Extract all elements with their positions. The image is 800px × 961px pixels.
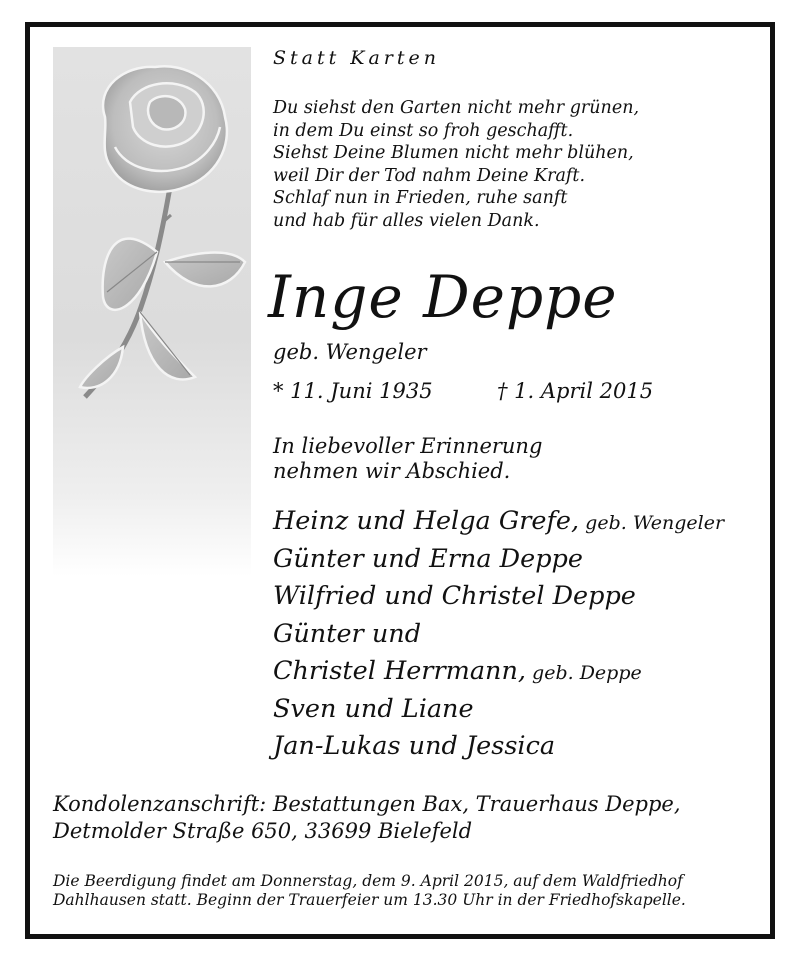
- maiden-name: geb. Wengeler: [273, 340, 427, 364]
- remembrance-line: nehmen wir Abschied.: [273, 459, 511, 483]
- birth-date: * 11. Juni 1935: [273, 379, 433, 403]
- mourner-note: geb. Wengeler: [579, 512, 725, 534]
- mourner-entry: [273, 691, 724, 729]
- mourner-name: Heinz und Helga Grefe,: [273, 506, 580, 536]
- death-date: † 1. April 2015: [497, 379, 654, 403]
- mourner-name: Sven und Liane: [273, 693, 474, 724]
- rose-illustration: [45, 47, 255, 407]
- mourners-list: [273, 503, 724, 766]
- remembrance-line: In liebevoller Erinnerung: [273, 434, 543, 458]
- poem-line: und hab für alles vielen Dank.: [273, 210, 540, 231]
- poem-line: Du siehst den Garten nicht mehr grünen,: [273, 98, 640, 118]
- deceased-name: Inge Deppe: [268, 263, 618, 331]
- obituary-card: [25, 22, 775, 939]
- mourner-entry: [273, 541, 724, 579]
- mourner-note: geb. Deppe: [526, 662, 642, 684]
- poem: [273, 97, 639, 232]
- mourner-entry: [273, 578, 724, 616]
- mourner-entry: [273, 616, 724, 654]
- mourner-entry: [273, 503, 724, 541]
- mourner-name: Jan-Lukas und Jessica: [273, 731, 556, 761]
- mourner-entry: [273, 728, 724, 766]
- funeral-line: Dahlhausen statt. Beginn der Trauerfeier um 13.30 Uhr in der Friedhofskapelle.: [53, 891, 686, 909]
- mourner-name: Günter und Erna Deppe: [273, 543, 583, 574]
- poem-line: Siehst Deine Blumen nicht mehr blühen,: [273, 143, 634, 163]
- address-line: Kondolenzanschrift: Bestattungen Bax, Trauerhaus Deppe,: [53, 792, 681, 816]
- address-line: Detmolder Straße 650, 33699 Bielefeld: [53, 819, 473, 843]
- mourner-name: Christel Herrmann,: [273, 656, 527, 686]
- condolence-address: [53, 791, 681, 845]
- remembrance-text: [273, 434, 542, 484]
- poem-line: Schlaf nun in Frieden, ruhe sanft: [273, 188, 568, 208]
- mourner-name: Günter und: [273, 618, 422, 649]
- poem-line: in dem Du einst so froh geschafft.: [273, 120, 574, 141]
- statt-karten-heading: Statt Karten: [273, 47, 441, 69]
- funeral-notice: [53, 872, 686, 910]
- mourner-entry: [273, 653, 724, 691]
- poem-line: weil Dir der Tod nahm Deine Kraft.: [273, 165, 586, 186]
- mourner-name: Wilfried und Christel Deppe: [273, 581, 636, 611]
- funeral-line: Die Beerdigung findet am Donnerstag, dem 9. April 2015, auf dem Waldfriedhof: [53, 872, 683, 890]
